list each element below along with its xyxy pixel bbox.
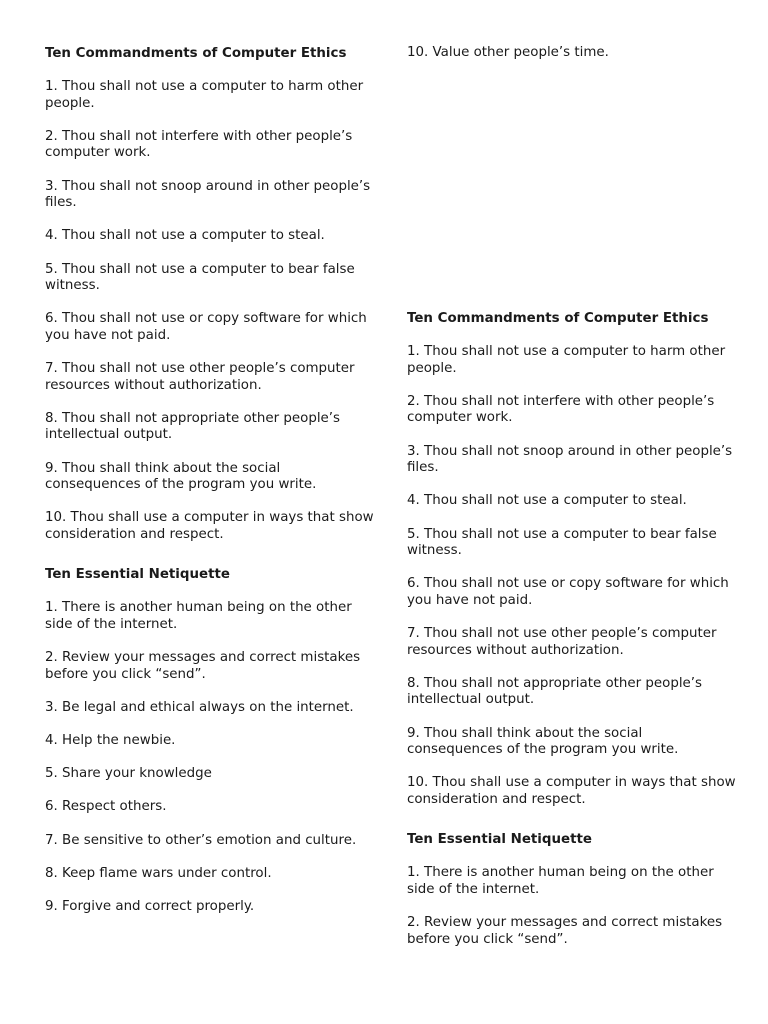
netiquette-item: 4. Help the newbie. [45, 732, 176, 748]
commandment-item: 7. Thou shall not use other people’s computer resources without authorization. [407, 626, 717, 658]
commandment-item: 5. Thou shall not use a computer to bear false witness. [407, 526, 717, 559]
netiquette-list [45, 600, 375, 915]
commandments-title: Ten Commandments of Computer Ethics [45, 46, 347, 61]
commandment-item: 10. Thou shall use a computer in ways that show consideration and respect. [45, 510, 374, 543]
commandment-item: 3. Thou shall not snoop around in other people’s files. [45, 178, 371, 211]
commandment-item: 4. Thou shall not use a computer to steal. [45, 228, 325, 244]
netiquette-item: 3. Be legal and ethical always on the internet. [45, 699, 354, 715]
netiquette-item: 2. Review your messages and correct mistakes before you click “send”. [407, 915, 723, 947]
commandment-item: 6. Thou shall not use or copy software for which you have not paid. [45, 311, 367, 343]
right-column [407, 310, 737, 965]
commandment-item: 9. Thou shall think about the social consequences of the program you write. [45, 460, 317, 493]
netiquette-item: 5. Share your knowledge [45, 766, 212, 782]
commandments-list [45, 79, 375, 544]
netiquette-item: 1. There is another human being on the other side of the internet. [407, 865, 714, 897]
commandment-item: 1. Thou shall not use a computer to harm other people. [407, 344, 726, 376]
commandment-item: 2. Thou shall not interfere with other people’s computer work. [45, 128, 353, 161]
commandment-item: 8. Thou shall not appropriate other people’s intellectual output. [407, 675, 703, 708]
commandment-item: 4. Thou shall not use a computer to steal. [407, 493, 687, 509]
netiquette-list [407, 865, 737, 948]
commandment-item: 10. Thou shall use a computer in ways that show consideration and respect. [407, 775, 736, 808]
netiquette-item: 6. Respect others. [45, 799, 167, 815]
netiquette-item: 10. Value other people’s time. [407, 45, 609, 60]
commandment-item: 2. Thou shall not interfere with other people’s computer work. [407, 393, 715, 426]
commandment-item: 8. Thou shall not appropriate other people’s intellectual output. [45, 410, 341, 443]
commandment-item: 1. Thou shall not use a computer to harm other people. [45, 79, 364, 111]
left-column [45, 45, 375, 932]
netiquette-title: Ten Essential Netiquette [407, 832, 592, 848]
commandment-item: 5. Thou shall not use a computer to bear false witness. [45, 261, 355, 294]
netiquette-item: 9. Forgive and correct properly. [45, 898, 255, 914]
netiquette-title: Ten Essential Netiquette [45, 567, 230, 583]
commandment-item: 9. Thou shall think about the social consequences of the program you write. [407, 725, 679, 758]
commandments-title: Ten Commandments of Computer Ethics [407, 311, 709, 326]
netiquette-item: 2. Review your messages and correct mistakes before you click “send”. [45, 650, 361, 682]
commandment-item: 7. Thou shall not use other people’s computer resources without authorization. [45, 361, 355, 393]
commandment-item: 3. Thou shall not snoop around in other people’s files. [407, 443, 733, 476]
netiquette-item: 8. Keep flame wars under control. [45, 865, 272, 881]
netiquette-item: 7. Be sensitive to other’s emotion and culture. [45, 832, 357, 848]
netiquette-item: 1. There is another human being on the other side of the internet. [45, 600, 352, 632]
right-column-top [407, 45, 737, 78]
commandment-item: 6. Thou shall not use or copy software for which you have not paid. [407, 576, 729, 608]
commandments-list [407, 344, 737, 809]
